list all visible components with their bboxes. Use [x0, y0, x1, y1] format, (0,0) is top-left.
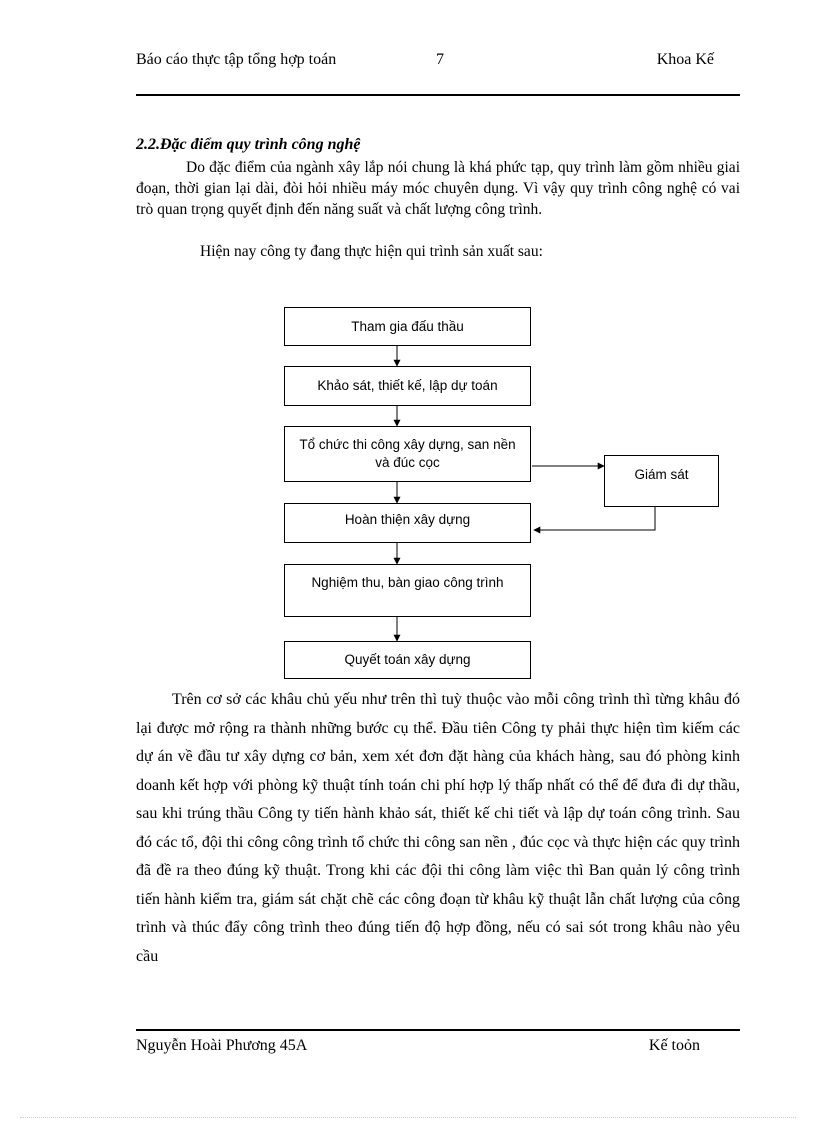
intro-paragraph: Do đặc điểm của ngành xây lắp nói chung là khá phức tạp, quy trình làm gồm nhiều giai đoạn, thời gian lại dài, đòi hỏi nhiều máy móc chuyên dụng. Vì vậy quy trình công nghệ có vai trò quan trọng quyết định đến năng suất và chất lượng công trình.: [136, 159, 740, 218]
flow-step-completion: Hoàn thiện xây dựng: [284, 503, 531, 543]
page-bottom-divider: [20, 1117, 796, 1118]
page-footer: [136, 1029, 740, 1054]
flow-step-settlement: Quyết toán xây dựng: [284, 641, 531, 679]
body-paragraph: Trên cơ sở các khâu chủ yếu như trên thì tuỳ thuộc vào mỗi công trình thì từng khâu đó lại được mở rộng ra thành những bước cụ thể. Đầu tiên Công ty phải thực hiện tìm kiếm các dự án về đầu tư xây dựng cơ bản, xem xét đơn đặt hàng của khách hàng, sau đó phòng kinh doanh kết hợp với phòng kỹ thuật tính toán chi phí hợp lý thấp nhất có thể để đưa đi dự thầu, sau khi trúng thầu Công ty tiến hành khảo sát, thiết kế chi tiết và lập dự toán công trình. Sau đó các tổ, đội thi công công trình tổ chức thi công san nền , đúc cọc và thực hiện các quy trình đã đề ra theo đúng kỹ thuật. Trong khi các đội thi công làm việc thì Ban quản lý công trình tiến hành kiểm tra, giám sát chặt chẽ các công đoạn từ khâu kỹ thuật lẫn chất lượng của công trình và thúc đẩy công trình theo đúng tiến độ hợp đồng, nếu có sai sót trong khâu nào yêu cầu: [136, 691, 740, 965]
flow-step-bidding: Tham gia đấu thầu: [284, 307, 531, 346]
flow-step-survey-design: Khảo sát, thiết kế, lập dự toán: [284, 366, 531, 406]
footer-author: Nguyễn Hoài Phương 45A: [136, 1037, 308, 1054]
process-intro: Hiện nay công ty đang thực hiện qui trình sản xuất sau:: [200, 243, 543, 260]
header-report-title: Báo cáo thực tập tổng hợp toán: [136, 51, 337, 68]
flow-side-supervision: Giám sát: [604, 455, 719, 507]
flow-step-acceptance: Nghiệm thu, bàn giao công trình: [284, 564, 531, 617]
footer-department: Kế toỏn: [648, 1037, 700, 1054]
arrow-supervision-step4: [534, 507, 655, 530]
flow-step-construction: Tổ chức thi công xây dựng, san nền và đúc cọc: [284, 426, 531, 482]
header-page-number: 7: [436, 51, 444, 68]
header-department: Khoa Kế: [656, 51, 714, 68]
section-title: 2.2.Đặc điểm quy trình công nghệ: [136, 136, 361, 153]
page-header: [136, 50, 740, 96]
